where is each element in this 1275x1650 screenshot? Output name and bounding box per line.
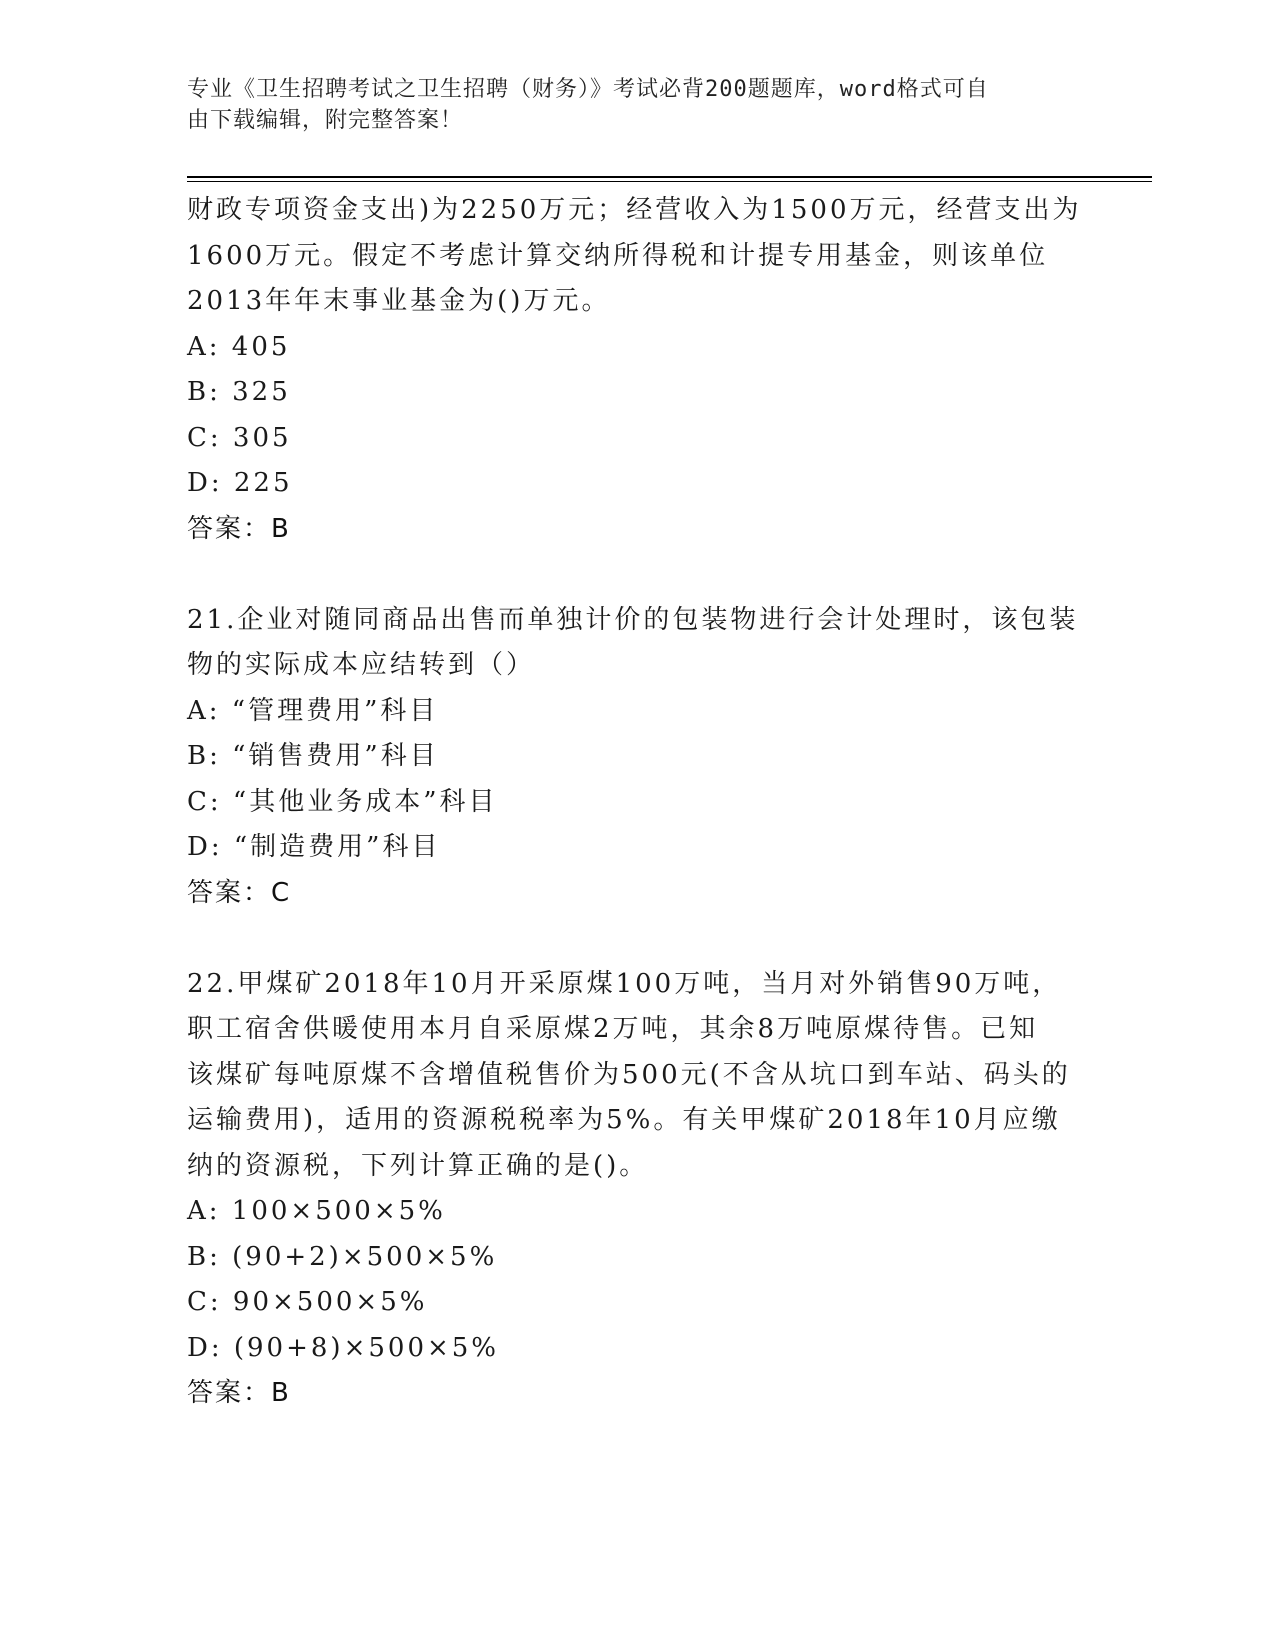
question-20-line-2: 1600万元。假定不考虑计算交纳所得税和计提专用基金，则该单位 [187,240,1049,271]
question-22-option-c: C: 90×500×5% [187,1287,428,1317]
question-20-option-c: C: 305 [187,422,292,453]
question-22-line-2: 职工宿舍供暖使用本月自采原煤2万吨，其余8万吨原煤待售。已知 [187,1014,1039,1044]
spacer [187,916,1087,962]
spacer [187,552,1087,598]
question-22 [187,962,1087,1417]
question-22-line-1: 22.甲煤矿2018年10月开采原煤100万吨，当月对外销售90万吨， [187,968,1062,999]
question-22-answer: 答案：B [187,1378,291,1408]
question-21-answer: 答案：C [187,877,292,908]
question-21-line-1: 21.企业对随同商品出售而单独计价的包装物进行会计处理时，该包装 [187,604,1079,635]
question-20-line-3: 2013年年末事业基金为()万元。 [187,286,611,316]
question-22-option-d: D: (90+8)×500×5% [187,1332,500,1363]
question-21-option-c: C: “其他业务成本”科目 [187,786,498,817]
question-22-option-a: A: 100×500×5% [187,1196,446,1226]
header-line-2: 由下载编辑，附完整答案！ [187,108,464,133]
question-20-line-1: 财政专项资金支出)为2250万元；经营收入为1500万元，经营支出为 [187,195,1082,225]
question-21 [187,598,1087,917]
question-20-option-d: D: 225 [187,468,293,498]
question-20-answer: 答案：B [187,513,291,544]
question-20 [187,188,1087,552]
question-22-line-4: 运输费用)，适用的资源税税率为5%。有关甲煤矿2018年10月应缴 [187,1105,1061,1135]
question-22-option-b: B: (90+2)×500×5% [187,1241,498,1272]
question-21-line-2: 物的实际成本应结转到（） [187,650,536,680]
document-header [187,74,1067,136]
question-21-option-a: A: “管理费用”科目 [187,695,439,726]
question-21-option-d: D: “制造费用”科目 [187,832,441,862]
header-line-1: 专业《卫生招聘考试之卫生招聘（财务）》考试必背200题题库，word格式可自 [187,77,989,102]
question-20-option-a: A: 405 [187,331,291,362]
question-21-option-b: B: “销售费用”科目 [187,741,439,771]
question-22-line-3: 该煤矿每吨原煤不含增值税售价为500元(不含从坑口到车站、码头的 [187,1059,1071,1090]
question-22-line-5: 纳的资源税，下列计算正确的是()。 [187,1150,649,1181]
header-divider-thick [187,176,1152,178]
document-body [187,188,1087,1417]
question-20-option-b: B: 325 [187,377,291,407]
header-divider-thin [187,181,1152,182]
